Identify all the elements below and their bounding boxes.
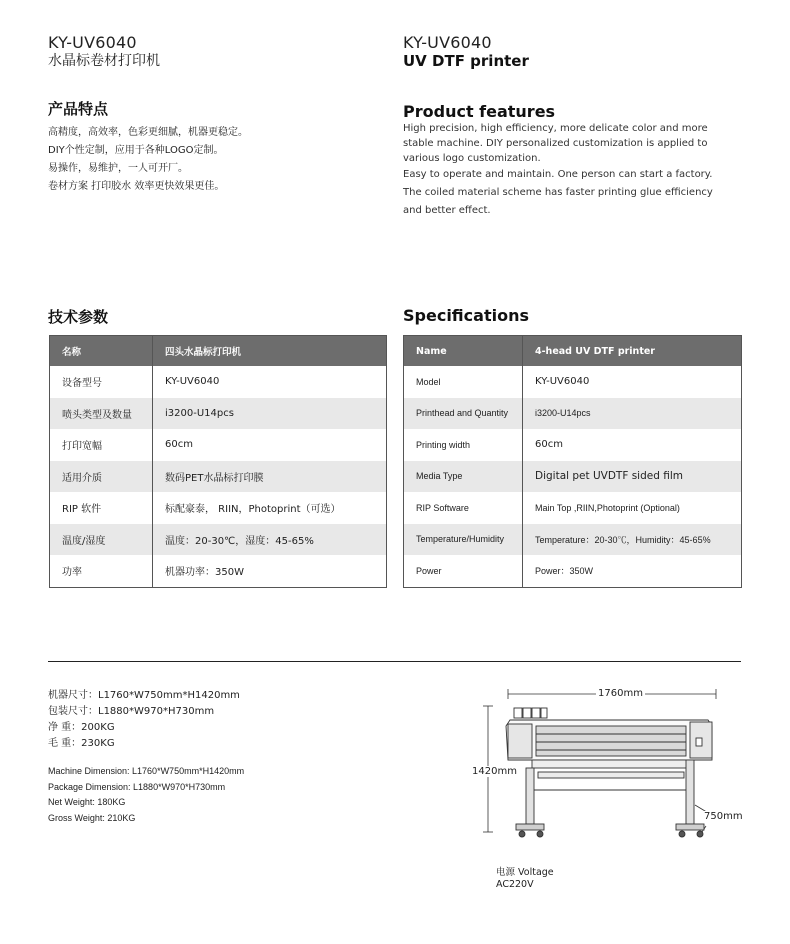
feature-line: and better effect. <box>403 205 491 216</box>
table-cell: 数码PET水晶标打印膜 <box>153 461 387 493</box>
table-header: Name <box>404 336 523 367</box>
table-cell: 60cm <box>535 439 563 451</box>
table-header-row <box>404 336 742 367</box>
table-cell: 适用介质 <box>50 461 153 493</box>
table-cell: Printhead and Quantity <box>404 398 523 430</box>
voltage-value: AC220V <box>496 879 534 890</box>
subtitle-cn: 水晶标卷材打印机 <box>48 53 160 69</box>
table-cell: Model <box>404 366 523 398</box>
table-cell: Power <box>404 555 523 587</box>
table-header: 名称 <box>50 336 153 367</box>
table-cell: i3200-U14pcs <box>153 398 387 430</box>
feature-line: 易操作，易维护，一人可开厂。 <box>48 163 188 174</box>
specs-heading-en: Specifications <box>403 306 529 325</box>
features-heading-en: Product features <box>403 102 556 121</box>
printer-diagram <box>480 680 750 850</box>
spec-table-cn <box>49 335 387 588</box>
table-row <box>50 524 387 556</box>
feature-line: 高精度，高效率，色彩更细腻，机器更稳定。 <box>48 127 248 138</box>
table-cell: 温度：20-30℃，湿度：45-65% <box>153 524 387 556</box>
table-header: 四头水晶标打印机 <box>153 336 387 367</box>
table-cell: 打印宽幅 <box>50 429 153 461</box>
table-cell: KY-UV6040 <box>535 376 590 388</box>
table-cell: i3200-U14pcs <box>523 398 742 430</box>
table-cell: RIP 软件 <box>50 492 153 524</box>
printer-illustration <box>506 708 712 837</box>
dimension-line: Net Weight: 180KG <box>48 797 126 807</box>
depth-dimension-label: 750mm <box>704 811 743 822</box>
table-cell: RIP Software <box>404 492 523 524</box>
table-cell: Power：350W <box>535 566 594 577</box>
feature-line: DIY个性定制，应用于各种LOGO定制。 <box>48 145 224 156</box>
table-cell: Temperature/Humidity <box>404 524 523 556</box>
feature-line: 卷材方案 打印胶水 效率更快效果更佳。 <box>48 181 225 192</box>
table-cell: Digital pet UVDTF sided film <box>523 461 742 493</box>
subtitle-en: UV DTF printer <box>403 52 529 70</box>
dimension-line: 净 重：200KG <box>48 722 115 733</box>
feature-line: various logo customization. <box>403 153 541 164</box>
feature-line: stable machine. DIY personalized customization is applied to <box>403 138 708 149</box>
table-cell: 喷头类型及数量 <box>50 398 153 430</box>
voltage-label: 电源 Voltage <box>496 867 554 878</box>
dimension-line: 包装尺寸：L1880*W970*H730mm <box>48 706 215 717</box>
table-header: 4-head UV DTF printer <box>523 336 742 367</box>
table-cell: 功率 <box>50 555 153 587</box>
table-row <box>404 429 742 461</box>
spec-table-en <box>403 335 742 588</box>
model-title-en: KY-UV6040 <box>403 33 492 52</box>
feature-line: Easy to operate and maintain. One person can start a factory. <box>403 169 713 180</box>
table-header-row <box>50 336 387 367</box>
table-cell: 标配豪泰， RIIN，Photoprint（可选） <box>165 504 341 516</box>
table-cell: 温度/湿度 <box>50 524 153 556</box>
table-cell: 60cm <box>165 439 193 451</box>
features-heading-cn: 产品特点 <box>48 100 109 118</box>
dimensions-cn <box>48 688 240 752</box>
dimensions-en <box>48 764 244 826</box>
table-row <box>50 461 387 493</box>
table-row <box>404 461 742 493</box>
dimension-line: Package Dimension: L1880*W970*H730mm <box>48 781 226 792</box>
width-dimension-label: 1760mm <box>598 688 643 699</box>
table-cell: 机器功率：350W <box>165 567 244 579</box>
table-cell: Main Top ,RIIN,Photoprint (Optional) <box>535 502 680 513</box>
table-cell: Printing width <box>404 429 523 461</box>
feature-line: High precision, high efficiency, more delicate color and more <box>403 123 708 134</box>
dimension-line: 毛 重：230KG <box>48 738 115 749</box>
table-row <box>50 492 387 524</box>
table-cell: Temperature：20-30℃，Humidity：45-65% <box>523 524 742 556</box>
table-row <box>50 398 387 430</box>
specs-heading-cn: 技术参数 <box>48 308 109 326</box>
voltage-info <box>496 867 554 891</box>
table-row <box>404 555 742 587</box>
table-cell: KY-UV6040 <box>165 376 220 388</box>
table-row <box>404 366 742 398</box>
section-divider <box>48 661 741 662</box>
dimension-line: Machine Dimension: L1760*W750mm*H1420mm <box>48 766 245 776</box>
table-row <box>404 398 742 430</box>
dimension-line: Gross Weight: 210KG <box>48 812 136 823</box>
table-row <box>50 366 387 398</box>
dimension-line: 机器尺寸：L1760*W750mm*H1420mm <box>48 690 240 701</box>
features-list-en <box>403 121 743 218</box>
table-row <box>50 555 387 587</box>
table-cell: Media Type <box>404 461 523 493</box>
table-row <box>404 524 742 556</box>
features-list-cn <box>48 124 248 196</box>
table-row <box>50 429 387 461</box>
feature-line: The coiled material scheme has faster printing glue efficiency <box>403 187 713 198</box>
height-dimension-label: 1420mm <box>472 766 517 777</box>
table-row <box>404 492 742 524</box>
model-title-cn: KY-UV6040 <box>48 33 137 52</box>
table-cell: 设备型号 <box>50 366 153 398</box>
